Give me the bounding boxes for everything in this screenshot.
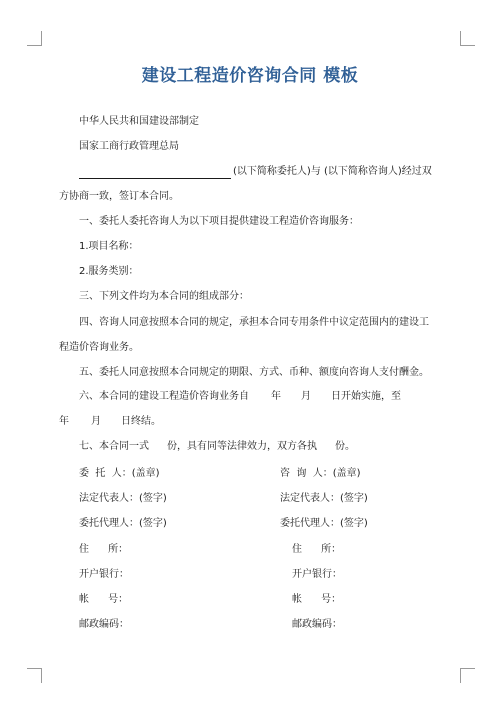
client-postcode-label: 邮政编码： bbox=[79, 619, 129, 630]
clause-7 bbox=[79, 440, 355, 454]
clause-7-c: 份。 bbox=[335, 441, 355, 452]
document-title: 建设工程造价咨询合同 模板 bbox=[141, 66, 359, 86]
client-bank-label: 开户银行： bbox=[79, 569, 129, 580]
clause-6-line-1 bbox=[79, 390, 401, 404]
consultant-postcode-label: 邮政编码： bbox=[292, 619, 342, 630]
client-address-label: 住 所： bbox=[79, 544, 129, 555]
clause-4-line-2: 程造价咨询业务。 bbox=[59, 342, 139, 353]
consultant-agent-label: 委托代理人：(签字) bbox=[280, 518, 368, 529]
client-name-blank[interactable] bbox=[79, 168, 231, 179]
intro-line-1 bbox=[79, 165, 432, 179]
crop-mark-bottom-left bbox=[27, 668, 42, 683]
clause-6-end-year: 年 bbox=[59, 416, 69, 427]
clause-6-end-tail: 日终结。 bbox=[121, 416, 161, 427]
intro-line-2: 方协商一致，签订本合同。 bbox=[59, 191, 179, 202]
crop-mark-top-left bbox=[27, 31, 42, 46]
consultant-bank-label: 开户银行： bbox=[292, 569, 342, 580]
consultant-seal-label: 咨 询 人：(盖章) bbox=[280, 468, 361, 479]
clause-7-b: 份，具有同等法律效力，双方各执 bbox=[167, 441, 317, 452]
item-service-type: 2.服务类别： bbox=[79, 266, 139, 277]
consultant-legal-rep-label: 法定代表人：(签字) bbox=[280, 493, 368, 504]
clause-6-tail: 日开始实施，至 bbox=[331, 391, 401, 402]
clause-3: 三、下列文件均为本合同的组成部分： bbox=[79, 291, 249, 302]
consultant-address-label: 住 所： bbox=[292, 544, 342, 555]
clause-6-end-month: 月 bbox=[91, 416, 101, 427]
consultant-account-label: 帐 号： bbox=[292, 594, 342, 605]
client-account-label: 帐 号： bbox=[79, 594, 129, 605]
intro-text-1: (以下简称委托人)与 (以下简称咨询人)经过双 bbox=[233, 166, 432, 177]
clause-6-line-2 bbox=[59, 415, 161, 429]
clause-6-year: 年 bbox=[271, 391, 281, 402]
issuer-line-2: 国家工商行政管理总局 bbox=[79, 141, 179, 152]
clause-6-text: 六、本合同的建设工程造价咨询业务自 bbox=[79, 391, 249, 402]
clause-6-month: 月 bbox=[301, 391, 311, 402]
clause-7-a: 七、本合同一式 bbox=[79, 441, 149, 452]
clause-1: 一、委托人委托咨询人为以下项目提供建设工程造价咨询服务： bbox=[79, 216, 359, 227]
crop-mark-top-right bbox=[460, 31, 475, 46]
clause-5: 五、委托人同意按照本合同规定的期限、方式、币种、额度向咨询人支付酬金。 bbox=[79, 367, 429, 378]
client-agent-label: 委托代理人：(签字) bbox=[79, 518, 167, 529]
client-legal-rep-label: 法定代表人：(签字) bbox=[79, 493, 167, 504]
crop-mark-bottom-right bbox=[460, 668, 475, 683]
client-seal-label: 委 托 人：(盖章) bbox=[79, 468, 160, 479]
issuer-line-1: 中华人民共和国建设部制定 bbox=[79, 116, 199, 127]
clause-4-line-1: 四、咨询人同意按照本合同的规定，承担本合同专用条件中议定范围内的建设工 bbox=[79, 317, 429, 328]
item-project-name: 1.项目名称： bbox=[79, 241, 139, 252]
